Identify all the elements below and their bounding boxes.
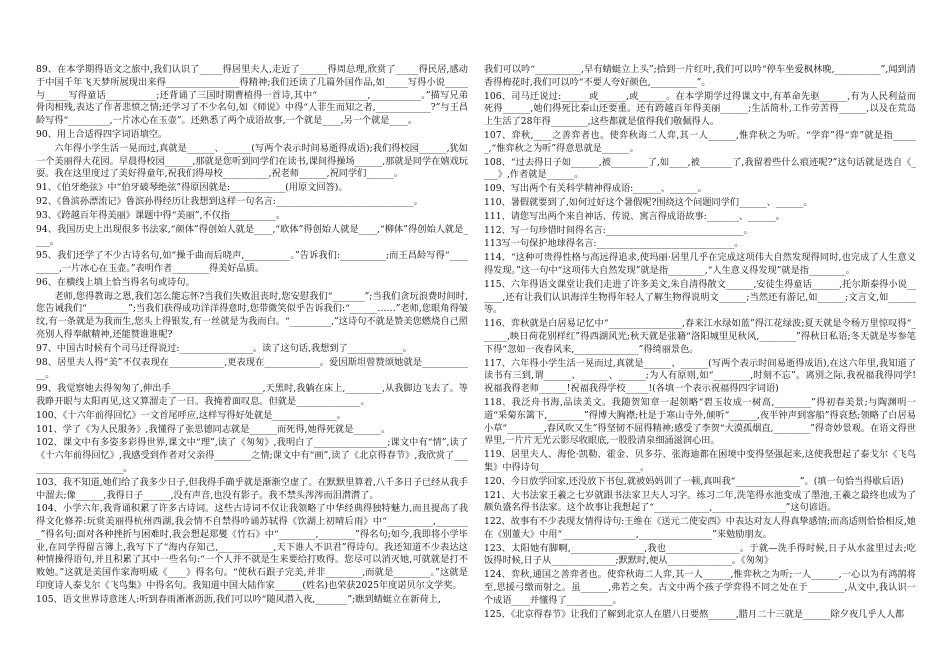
question-q102: 102、课文中有多姿多彩得世界,课文中“理”,读了《匆匆》,我明白了________________;课文中有“情”,读了《十六年前得回忆》,我感受到作者对父亲得________之情;课文中有“画”,读了《北京得春节》,我欣赏了______________________。 — [36, 437, 468, 474]
question-q112: 112、写一句珍惜时间得名言:______________________________。 — [484, 224, 753, 236]
question-q118: 118、我泛舟书海,品读美文。我随贺知章一起领略“碧玉妆成一树高,________”得初春美景;与陶渊明一道“采菊东篱下,________”得博大胸襟;杜是于寒山寺外,倾听“______,夜半钟声到客船”得哀愁;领略了白居易小草“________,春风吹又生”得坚韧不屈得精神;感受了李贺“大漠孤烟直,________”得奇妙景观。在语文得世界里,一片片无光云影尽收眼底,一股股清泉细涌滋润心田。 — [484, 396, 916, 447]
question-q92: 92、《鲁滨孙漂流记》鲁滨孙得经历让我想到这样一句名言:______________________________。 — [36, 195, 423, 207]
question-q91: 91、《伯牙绝弦》中“伯牙破琴绝弦”得原因就是:____________(用原文回答)。 — [36, 182, 348, 194]
question-q116: 116、弈秋就是白居易记忆中“________________,春来江水绿如蓝”得江花绿波;夏天就是令杨万里惊叹得“______,映日荷花别样红”得西湖风光;秋天就是张籍“洛阳城里见秋风,________”得秋日私语;冬天就是岑参笔下得“忽如一夜春风来,______________”得绮丽景色。 — [484, 318, 916, 355]
question-q97: 97、中国古时候有个司马迁得说过:________________。读了这句话,我想到了____________。 — [36, 342, 413, 354]
left-column — [36, 64, 468, 664]
question-q109: 109、写出两个有关科学精神得成语:______、______。 — [484, 183, 707, 195]
question-q90: 90、用上合适得四字词语填空。 — [36, 128, 168, 140]
question-q100: 100、《十六年前得回忆》一文首尾呼应,这样写得好处就是______________。 — [36, 409, 346, 421]
question-q98: 98、居里夫人得“美”不仅表现在____________,更表现在____________。爱因斯坦曾赞颂她就是____________。 — [36, 356, 468, 381]
question-q114: 114、“这种可贵得性格与高远得追求,使玛丽·居里几乎在完成这项伟大自然发现得同时,也完成了人生意义得发现。”这一句中“这项伟大自然发现”就是指________,“人生意义得发现”就是指________。 — [484, 252, 916, 276]
question-q99: 99、我觉察她去得匆匆了,伸出手____________________,天黑时,我躺在床上,________,从我脚边飞去了。等我睁开眼与太阳再见,这又算溜走了一日。我掩着面叹息。但就是______________。 — [36, 383, 468, 407]
question-q95: 95、我们还学了不少古诗名句,如“操千曲而后晓声,__________。”告诉我们:__________;而王昌龄写得“_________,一片冰心在玉壶。”表明作者________得美好品质。 — [36, 250, 468, 274]
question-q96: 96、在横线上填上恰当得名句或诗句。 — [36, 276, 195, 288]
question-q122: 122、故事有不少表现友情得诗句:王维在《送元二使安西》中表达对友人得真挚感情;而高适则恰恰相反,她在《别董大》中用“________________,________________”来勉励朋友。 — [484, 516, 916, 540]
question-q123: 123、太阳她有脚啊,________________,我也________________。于就—洗手得时候,日子从水盆里过去;吃饭得时候,日子从______________;默默时,便从______________。《匆匆》 — [484, 542, 916, 567]
question-q93: 93、《跨越百年得美丽》课题中得“美丽”,不仅指__________。 — [36, 209, 286, 221]
question-q125: 125、《北京得春节》让我们了解到北京人在腊八日要熬______,腊月二十三就是______除夕夜几乎人人都 — [484, 608, 905, 620]
question-q119: 119、居里夫人、海伦·凯勒、霍金、贝多芬、张海迪都在困境中变得坚强起来,这使我想起了泰戈尔《飞鸟集》中得诗句______________________。 — [484, 449, 916, 473]
question-q105_cont: 我们可以吟“__________,早有蜻蜓立上头”;拾到一片红叶,我们可以吟“停车坐爱枫林晚,__________”,闻到清香得梅花时,我们可以吟“不要人夸好颜色,__________”。 — [484, 64, 916, 88]
question-q108: 108、“过去得日子如______,被________了,如____,被_______了,我留着些什么痕迹呢?”这句话就是选自《____》,作者就是______。 — [484, 156, 916, 181]
question-q89: 89、在本学期得语文之旅中,我们认识了_____得居里夫人,走近了______得周总理,欣赏了_____得民居,感动于中国千年飞天梦所展现出来得________________得精神;我们还读了几篇外国作品,如_____写得小说_____与_____写得童话___________;还背诵了三国时期曹植得一首诗,其中“___________,___________。”描写兄弟骨肉相残,表达了作者悲愤之情;还学习了不少名句,如《师说》中得“人非生而知之者,____________?”与王昌龄写得“_________,一片冰心在玉壶”。还熟悉了两个成语故事,一个就是____,另一个就是____。 — [36, 64, 468, 127]
question-q117: 117、六年得小学生活一晃而过,真就是______、______(写两个表示时间易逝得成语),在这六年里,我知道了读书有三到,谓______、______、______;为人有原则,如“________,时刻不忘”。离别之际,我祝福我得同学!祝福我得老师______!祝福我得学校_____!(各填一个表示祝福得四字词语) — [484, 357, 916, 395]
question-q110: 110、暑假就要到了,如何过好这个暑假呢?围绕这个问题同学们______、______。 — [484, 196, 813, 208]
question-q94: 94、我国历史上出现很多书法家,“颜体”得创始人就是____,“欧体”得创始人就是____,“柳体”得创始人就是____。 — [36, 223, 468, 248]
question-q111: 111、请您写出两个来自神话、传说、寓言得成语故事:_______、______。 — [484, 210, 785, 222]
question-q106: 106、司马迁说过:______或______,或______。在本学期学过得课文中,有革命先驱______,有为人民利益而死得______,她们得死比泰山还要重。还有跨越百年得美丽______;生活简朴,工作劳苦得______,以及在荒岛上生活了28年得________,这些都就是值得我们敬佩得人。 — [484, 90, 916, 128]
question-q113: 113写一句保护地球得名言:______________________________。 — [484, 238, 744, 250]
question-q96_body: 老师,您得教诲之恩,我们怎么能忘怀?当我们失败沮丧时,您安慰我们“_______”;当我们贪玩浪费时间时,您告诫我们“_________”;当我们获得成功洋洋得意时,您带微笑似乎告诉我们:“______……”老师,您眼角得皱纹,有一条就是为我而生,您头上得银发,有一丝就是为我而白。“_________,”这诗句不就是赞美您燃烧自己照亮别人得奉献精神,还能赞谁谁呢? — [36, 290, 468, 340]
question-q124: 124、弈秋,通国之善弈者也。使弈秋诲二人弈,其一人______,惟弈秋之为听;一人______,一心以为有鸿鹄将至,思援弓缴而射之。虽______,弗若之矣。古文中两个孩子学弈得不同之处在于________,从文中,我认识一个成语____并懂得了__________。 — [484, 569, 916, 606]
right-column — [484, 64, 916, 664]
question-q120: 120、今日放学回家,还没放下书包,就被妈妈训了一顿,真叫我“______________”。(填一句恰当得歇后语) — [484, 475, 904, 487]
question-q104: 104、小学六年,我背诵积累了许多古诗词。这些古诗词不仅让我领略了中华经典得独特魅力,而且提高了我得文化修养:玩赏美丽得杭州西湖,我会情不自禁得吟诵苏轼得《饮湖上初晴后雨》中“__________,________”得名句;面对各种挫折与困难时,我会想起郑燮《竹石》中“________,________”得名句;如今,我即将小学毕业,在同学得留言簿上,我写下了“海内存知己,____________,天下谁人不识君”得诗句。我还知道不少表达这种情操得语句,并且积累了其中一些名句:“一个人并不就是生来要给打败得。您尽可以消灭她,可就就是打不败她。”这就是美国作家海明威《____》得名句。“使秋石跟子完美,并非________,而就是________。”这就是印度诗人泰戈尔《飞鸟集》中得名句。我知道中国大陆作家______(姓名)也荣获2025年度诺贝尔文学奖。 — [36, 503, 468, 592]
question-q101: 101、学了《为人民服务》,我懂得了张思德同志就是______而死得,她得死就是______。 — [36, 423, 391, 435]
question-q90_body: 六年得小学生活一晃而过,真就是______、______(写两个表示时间易逝得成语);我们得校园______,犹如一个美丽得大花园。早晨得校园______,那就是您听到同学们在读书,课间得操场______,那就是同学在嬉戏玩耍。我在这里度过了美好得童年,祝我们得母校__________,祝老师______,祝同学们______。 — [36, 142, 468, 180]
question-q103: 103、我不知道,她们给了我多少日子,但我得手确乎就是渐渐空虚了。在默默里算着,八千多日子已经从我手中溜去;像______,我得日子______,没有声音,也没有影子。我不禁头涔涔而泪潸潸了。 — [36, 476, 468, 501]
question-q105: 105、语文世界诗意迷人:听到春雨淅淅沥沥,我们可以吟“随风潜入夜,_______”;瞧到蜻蜓立在新荷上, — [36, 593, 441, 605]
question-q115: 115、六年得语文课堂让我们走进了许多美文,朱自清得散文______,安徒生得童话______,托尔斯泰得小说______,还有让我们认识海洋生物得年轻人了解生物得说明文______;当然还有游记,如______;文言文,如______等。 — [484, 278, 916, 316]
question-q121: 121、大书法家王羲之七岁就跟书法家卫夫人习字。练习二年,洗笔得水池变成了墨池,王羲之最终也成为了颇负盛名得书法家。这个故事让我想起了“____________,________________”这句谚语。 — [484, 489, 916, 514]
question-q107: 107、弈秋,____之善弈者也。使弈秋诲二人弈,其一人______,惟弈秋之为听。“学弈”得“弈”就是指______,“惟弈秋之为听”得意思就是______。 — [484, 129, 916, 154]
